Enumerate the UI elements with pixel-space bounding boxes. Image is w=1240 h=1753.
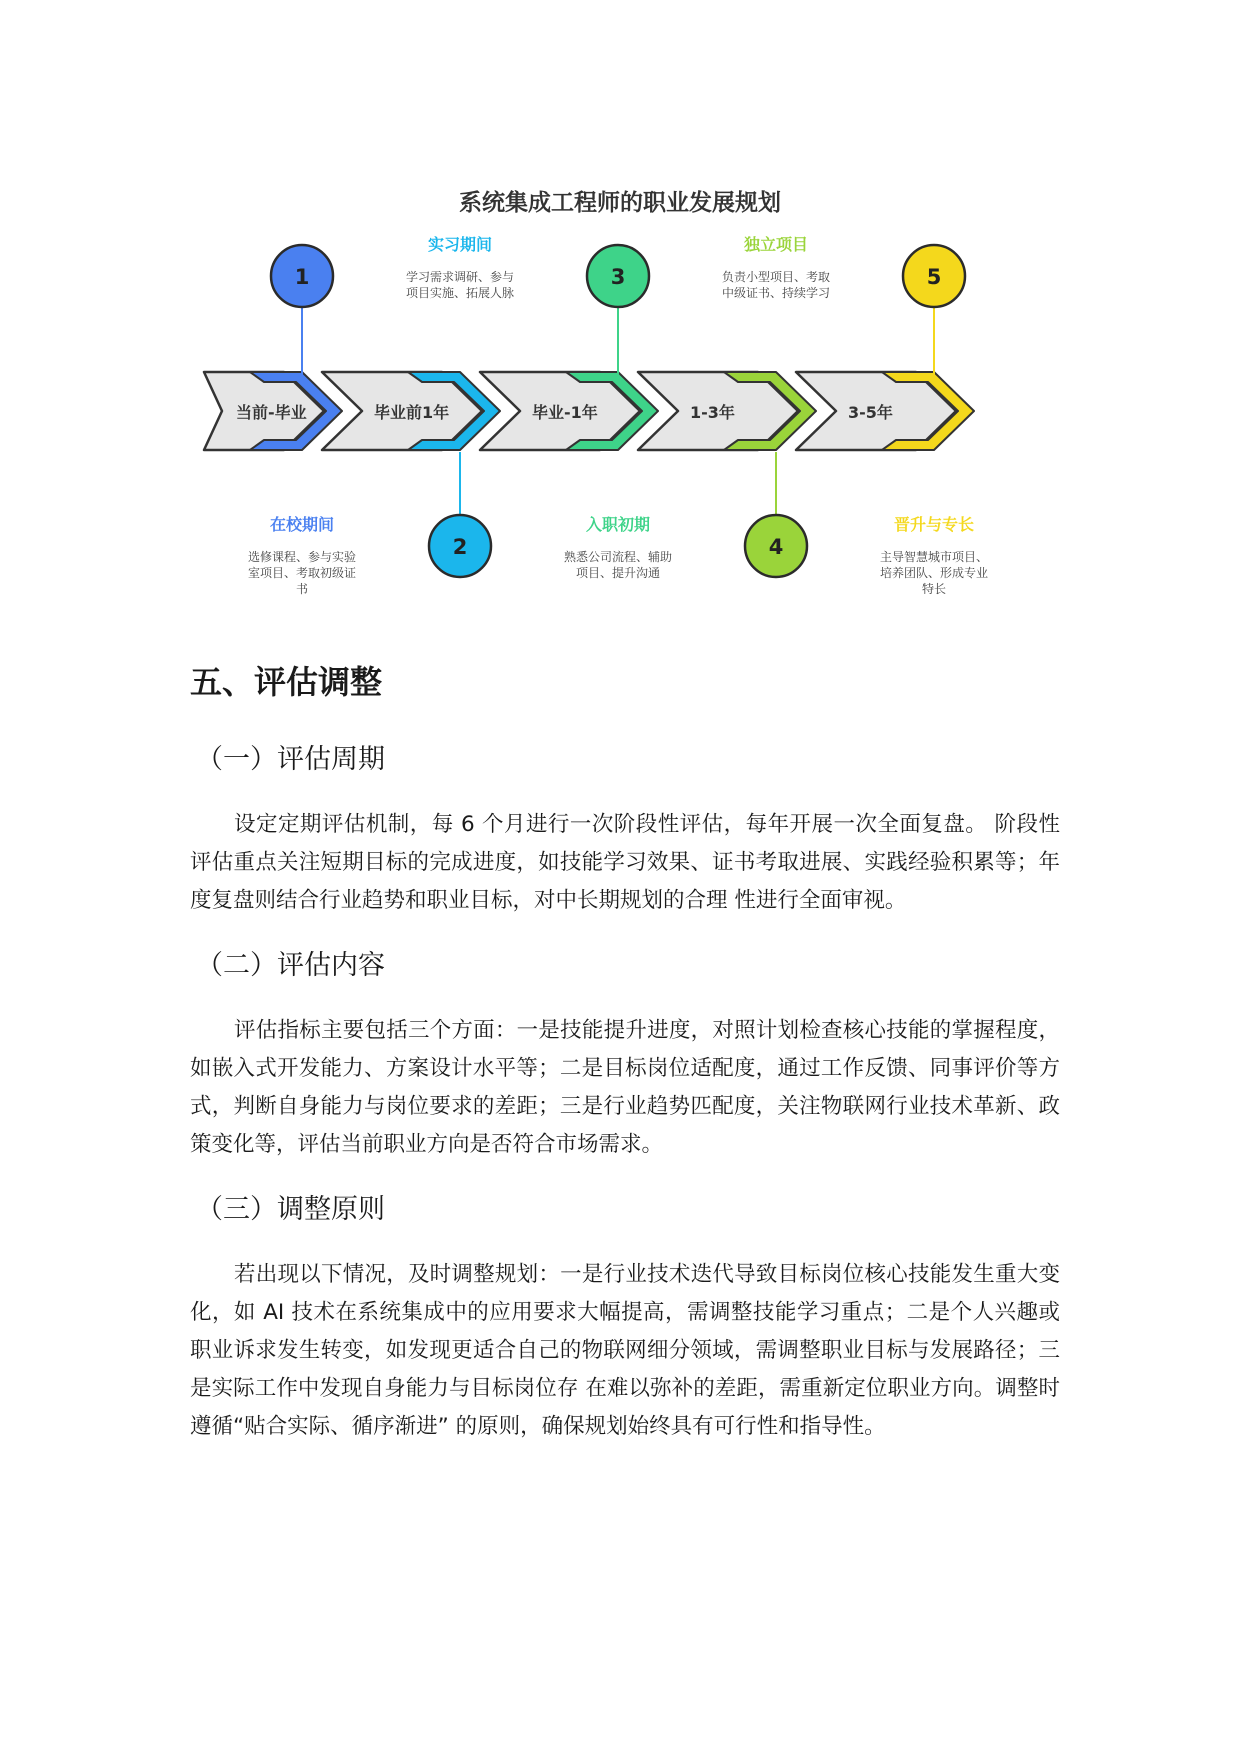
subsection-heading-content: （二）评估内容 — [196, 950, 385, 981]
stage-phase-title-2: 实习期间 — [427, 235, 493, 254]
subsection-heading-cycle: （一）评估周期 — [196, 744, 385, 775]
paragraph-cycle: 设定定期评估机制，每 6 个月进行一次阶段性评估，每年开展一次全面复盘。 阶段性评估重点关注短期目标的完成进度，如技能学习效果、证书考取进展、实践经验积累等；年度复盘则结合行业趋势和职业目标，对中长期规划的合理 性进行全面审视。 — [190, 812, 1060, 913]
timeframe-label-5: 3-5年 — [848, 403, 893, 422]
timeframe-label-3: 毕业-1年 — [532, 403, 598, 422]
timeframe-label-4: 1-3年 — [690, 403, 735, 422]
diagram-title: 系统集成工程师的职业发展规划 — [459, 190, 781, 216]
stage-desc-line-5-2: 培养团队、形成专业 — [879, 566, 989, 580]
paragraph-principles: 若出现以下情况，及时调整规划：一是行业技术迭代导致目标岗位核心技能发生重大变化，如 AI 技术在系统集成中的应用要求大幅提高，需调整技能学习重点；二是个人兴趣或职业诉求发生转变，如发现更适合自己的物联网细分领域，需调整职业目标与发展路径；三是实际工作中发现自身能力与目标岗位存 在难以弥补的差距，需重新定位职业方向。调整时遵循“贴合实际、循序渐进” 的原则，确保规划始终具有可行性和指导性。 — [190, 1262, 1060, 1439]
section-heading: 五、评估调整 — [190, 663, 383, 701]
career-roadmap-diagram — [0, 0, 1240, 640]
stage-desc-line-3-1: 熟悉公司流程、辅助 — [563, 550, 673, 564]
stage-desc-line-4-1: 负责小型项目、考取 — [721, 270, 831, 284]
evaluation-section — [190, 660, 1060, 1472]
stage-number-4: 4 — [768, 535, 784, 559]
stage-desc-line-1-3: 书 — [295, 582, 309, 596]
stage-desc-line-5-1: 主导智慧城市项目、 — [879, 550, 989, 564]
stage-desc-line-1-1: 选修课程、参与实验 — [247, 550, 357, 564]
stage-desc-line-3-2: 项目、提升沟通 — [575, 566, 661, 580]
stage-phase-title-3: 入职初期 — [585, 515, 651, 534]
timeframe-label-1: 当前-毕业 — [236, 403, 307, 422]
timeframe-label-2: 毕业前1年 — [374, 403, 450, 422]
stage-number-5: 5 — [926, 265, 942, 289]
stage-desc-line-2-1: 学习需求调研、参与 — [405, 270, 515, 284]
stage-desc-line-1-2: 室项目、考取初级证 — [247, 566, 357, 580]
stage-phase-title-4: 独立项目 — [743, 235, 809, 254]
stage-desc-line-2-2: 项目实施、拓展人脉 — [405, 286, 515, 300]
stage-number-2: 2 — [452, 535, 468, 559]
stage-desc-line-4-2: 中级证书、持续学习 — [721, 286, 831, 300]
stage-desc-line-5-3: 特长 — [921, 582, 947, 596]
stage-number-1: 1 — [294, 265, 310, 289]
paragraph-content: 评估指标主要包括三个方面：一是技能提升进度，对照计划检查核心技能的掌握程度，如嵌入式开发能力、方案设计水平等；二是目标岗位适配度，通过工作反馈、同事评价等方式，判断自身能力与岗位要求的差距；三是行业趋势匹配度，关注物联网行业技术革新、政策变化等，评估当前职业方向是否符合市场需求。 — [190, 1018, 1060, 1157]
stage-phase-title-1: 在校期间 — [269, 515, 335, 534]
subsection-heading-principles: （三）调整原则 — [196, 1194, 385, 1225]
stage-number-3: 3 — [610, 265, 626, 289]
stage-phase-title-5: 晋升与专长 — [893, 515, 975, 534]
